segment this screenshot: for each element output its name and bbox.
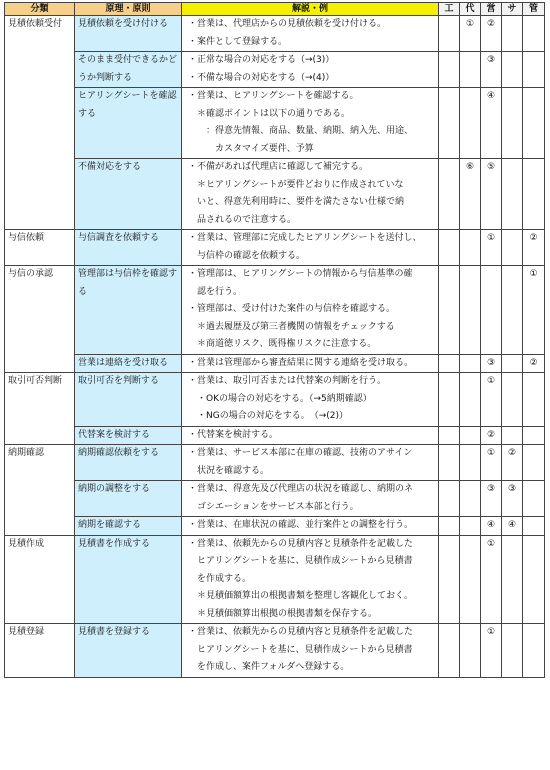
description-cell: ・営業は、得意先及び代理店の状況を確認し、納期のネ ゴシエーションをサービス本部と行う。 [182, 481, 439, 517]
responsibility-mark: ③ [481, 52, 502, 88]
responsibility-mark [502, 16, 523, 52]
table-row [5, 52, 545, 88]
responsibility-mark: ③ [502, 481, 523, 517]
responsibility-mark [460, 517, 481, 536]
responsibility-mark [502, 88, 523, 159]
responsibility-mark [460, 52, 481, 88]
responsibility-mark [439, 16, 460, 52]
responsibility-mark [460, 266, 481, 355]
description-cell: ・営業は管理部から審査結果に関する連絡を受け取る。 [182, 354, 439, 373]
responsibility-mark: ⑥ [460, 159, 481, 230]
responsibility-mark [460, 88, 481, 159]
header-principle: 原理・原則 [75, 3, 182, 16]
principle-cell: 見積依頼を受け付ける [75, 16, 182, 52]
responsibility-mark: ⑤ [481, 159, 502, 230]
responsibility-mark [523, 481, 545, 517]
responsibility-mark [439, 230, 460, 266]
principle-cell: そのまま受付できるかどうか判断する [75, 52, 182, 88]
responsibility-mark: ① [481, 535, 502, 624]
responsibility-mark [523, 373, 545, 427]
responsibility-mark [502, 624, 523, 678]
responsibility-mark: ① [460, 16, 481, 52]
responsibility-mark: ① [481, 230, 502, 266]
principle-cell: 与信調査を依頼する [75, 230, 182, 266]
principle-cell: 代替案を検討する [75, 426, 182, 445]
principle-cell: 見積書を作成する [75, 535, 182, 624]
header-sales: 営 [481, 3, 502, 16]
table-body [5, 16, 545, 678]
responsibility-mark: ④ [481, 517, 502, 536]
table-row [5, 624, 545, 678]
responsibility-mark [460, 426, 481, 445]
responsibility-mark [502, 373, 523, 427]
header-description: 解説・例 [182, 3, 439, 16]
header-factory: 工 [439, 3, 460, 16]
responsibility-mark [439, 481, 460, 517]
responsibility-mark [523, 16, 545, 52]
responsibility-mark [523, 535, 545, 624]
category-cell: 見積作成 [5, 535, 75, 624]
principle-cell: 営業は連絡を受け取る [75, 354, 182, 373]
table-row [5, 426, 545, 445]
responsibility-mark: ② [502, 445, 523, 481]
responsibility-mark [523, 517, 545, 536]
table-row [5, 535, 545, 624]
category-cell: 見積依頼受付 [5, 16, 75, 230]
principle-cell: 納期の調整をする [75, 481, 182, 517]
responsibility-mark [439, 88, 460, 159]
principle-cell: ヒアリングシートを確認する [75, 88, 182, 159]
header-category: 分類 [5, 3, 75, 16]
description-cell: ・不備があれば代理店に確認して補完する。 ＊ヒアリングシートが要件どおりに作成されていな いと、得意先利用時に、要件を満たさない仕様で納 品されるので注意する。 [182, 159, 439, 230]
responsibility-mark [439, 426, 460, 445]
category-cell: 与信依頼 [5, 230, 75, 266]
table-row [5, 373, 545, 427]
responsibility-mark [439, 373, 460, 427]
responsibility-mark [481, 266, 502, 355]
responsibility-mark [439, 52, 460, 88]
responsibility-mark [460, 373, 481, 427]
responsibility-mark [502, 426, 523, 445]
responsibility-mark: ① [523, 266, 545, 355]
table-row [5, 159, 545, 230]
table-row [5, 354, 545, 373]
responsibility-mark [502, 266, 523, 355]
description-cell: ・営業は、依頼先からの見積内容と見積条件を記載した ヒアリングシートを基に、見積作成シートから見積書 を作成し、案件フォルダへ登録する。 [182, 624, 439, 678]
responsibility-mark: ③ [481, 354, 502, 373]
responsibility-mark [523, 52, 545, 88]
table-row [5, 266, 545, 355]
description-cell: ・営業は、代理店からの見積依頼を受け付ける。 ・案件として登録する。 [182, 16, 439, 52]
responsibility-mark [460, 354, 481, 373]
responsibility-mark [523, 624, 545, 678]
responsibility-mark [460, 535, 481, 624]
responsibility-mark: ② [523, 354, 545, 373]
responsibility-mark: ③ [481, 481, 502, 517]
process-table [4, 2, 545, 678]
responsibility-mark: ① [481, 445, 502, 481]
responsibility-mark [502, 230, 523, 266]
principle-cell: 見積書を登録する [75, 624, 182, 678]
header-agency: 代 [460, 3, 481, 16]
table-row [5, 88, 545, 159]
responsibility-mark [460, 624, 481, 678]
responsibility-mark [502, 159, 523, 230]
responsibility-mark [523, 159, 545, 230]
responsibility-mark [439, 535, 460, 624]
responsibility-mark: ② [523, 230, 545, 266]
responsibility-mark [502, 52, 523, 88]
table-row [5, 445, 545, 481]
responsibility-mark [502, 535, 523, 624]
responsibility-mark: ② [481, 16, 502, 52]
principle-cell: 納期を確認する [75, 517, 182, 536]
responsibility-mark [439, 445, 460, 481]
responsibility-mark [439, 159, 460, 230]
responsibility-mark [439, 517, 460, 536]
table-row [5, 481, 545, 517]
header-admin: 管 [523, 3, 545, 16]
category-cell: 取引可否判断 [5, 373, 75, 445]
table-row [5, 16, 545, 52]
responsibility-mark [460, 445, 481, 481]
principle-cell: 不備対応をする [75, 159, 182, 230]
responsibility-mark [439, 624, 460, 678]
responsibility-mark: ④ [481, 88, 502, 159]
responsibility-mark [439, 266, 460, 355]
description-cell: ・営業は、管理部に完成したヒアリングシートを送付し、 与信枠の確認を依頼する。 [182, 230, 439, 266]
responsibility-mark: ① [481, 624, 502, 678]
description-cell: ・営業は、依頼先からの見積内容と見積条件を記載した ヒアリングシートを基に、見積作成シートから見積書 を作成する。 ＊見積価額算出の根拠書類を整理し客観化しておく。 ＊見積価額算出根拠の根拠書類を保存する。 [182, 535, 439, 624]
description-cell: ・営業は、取引可否または代替案の判断を行う。 ・OKの場合の対応をする。（→5納期確認） ・NGの場合の対応をする。 （→(2)） [182, 373, 439, 427]
responsibility-mark: ④ [502, 517, 523, 536]
responsibility-mark [523, 426, 545, 445]
description-cell: ・代替案を検討する。 [182, 426, 439, 445]
responsibility-mark [460, 230, 481, 266]
description-cell: ・営業は、ヒアリングシートを確認する。 ＊確認ポイントは以下の通りである。 ：得意先情報、商品、数量、納期、納入先、用途、 カスタマイズ要件、予算 [182, 88, 439, 159]
category-cell: 納期確認 [5, 445, 75, 536]
responsibility-mark [460, 481, 481, 517]
responsibility-mark [523, 445, 545, 481]
responsibility-mark: ② [481, 426, 502, 445]
responsibility-mark [502, 354, 523, 373]
description-cell: ・正常な場合の対応をする（→(3)） ・不備な場合の対応をする（→(4)） [182, 52, 439, 88]
responsibility-mark [439, 354, 460, 373]
principle-cell: 管理部は与信枠を確認する [75, 266, 182, 355]
description-cell: ・営業は、サービス本部に在庫の確認、技術のアサイン 状況を確認する。 [182, 445, 439, 481]
table-row [5, 517, 545, 536]
header-row [5, 3, 545, 16]
category-cell: 与信の承認 [5, 266, 75, 373]
category-cell: 見積登録 [5, 624, 75, 678]
header-service: サ [502, 3, 523, 16]
description-cell: ・営業は、在庫状況の確認、並行案件との調整を行う。 [182, 517, 439, 536]
principle-cell: 取引可否を判断する [75, 373, 182, 427]
principle-cell: 納期確認依頼をする [75, 445, 182, 481]
description-cell: ・管理部は、ヒアリングシートの情報から与信基準の確 認を行う。 ・管理部は、受け付けた案件の与信枠を確認する。 ＊過去履歴及び第三者機関の情報をチェックする ＊商道徳リスク、既得権リスクに注意する。 [182, 266, 439, 355]
responsibility-mark [523, 88, 545, 159]
table-row [5, 230, 545, 266]
responsibility-mark: ① [481, 373, 502, 427]
